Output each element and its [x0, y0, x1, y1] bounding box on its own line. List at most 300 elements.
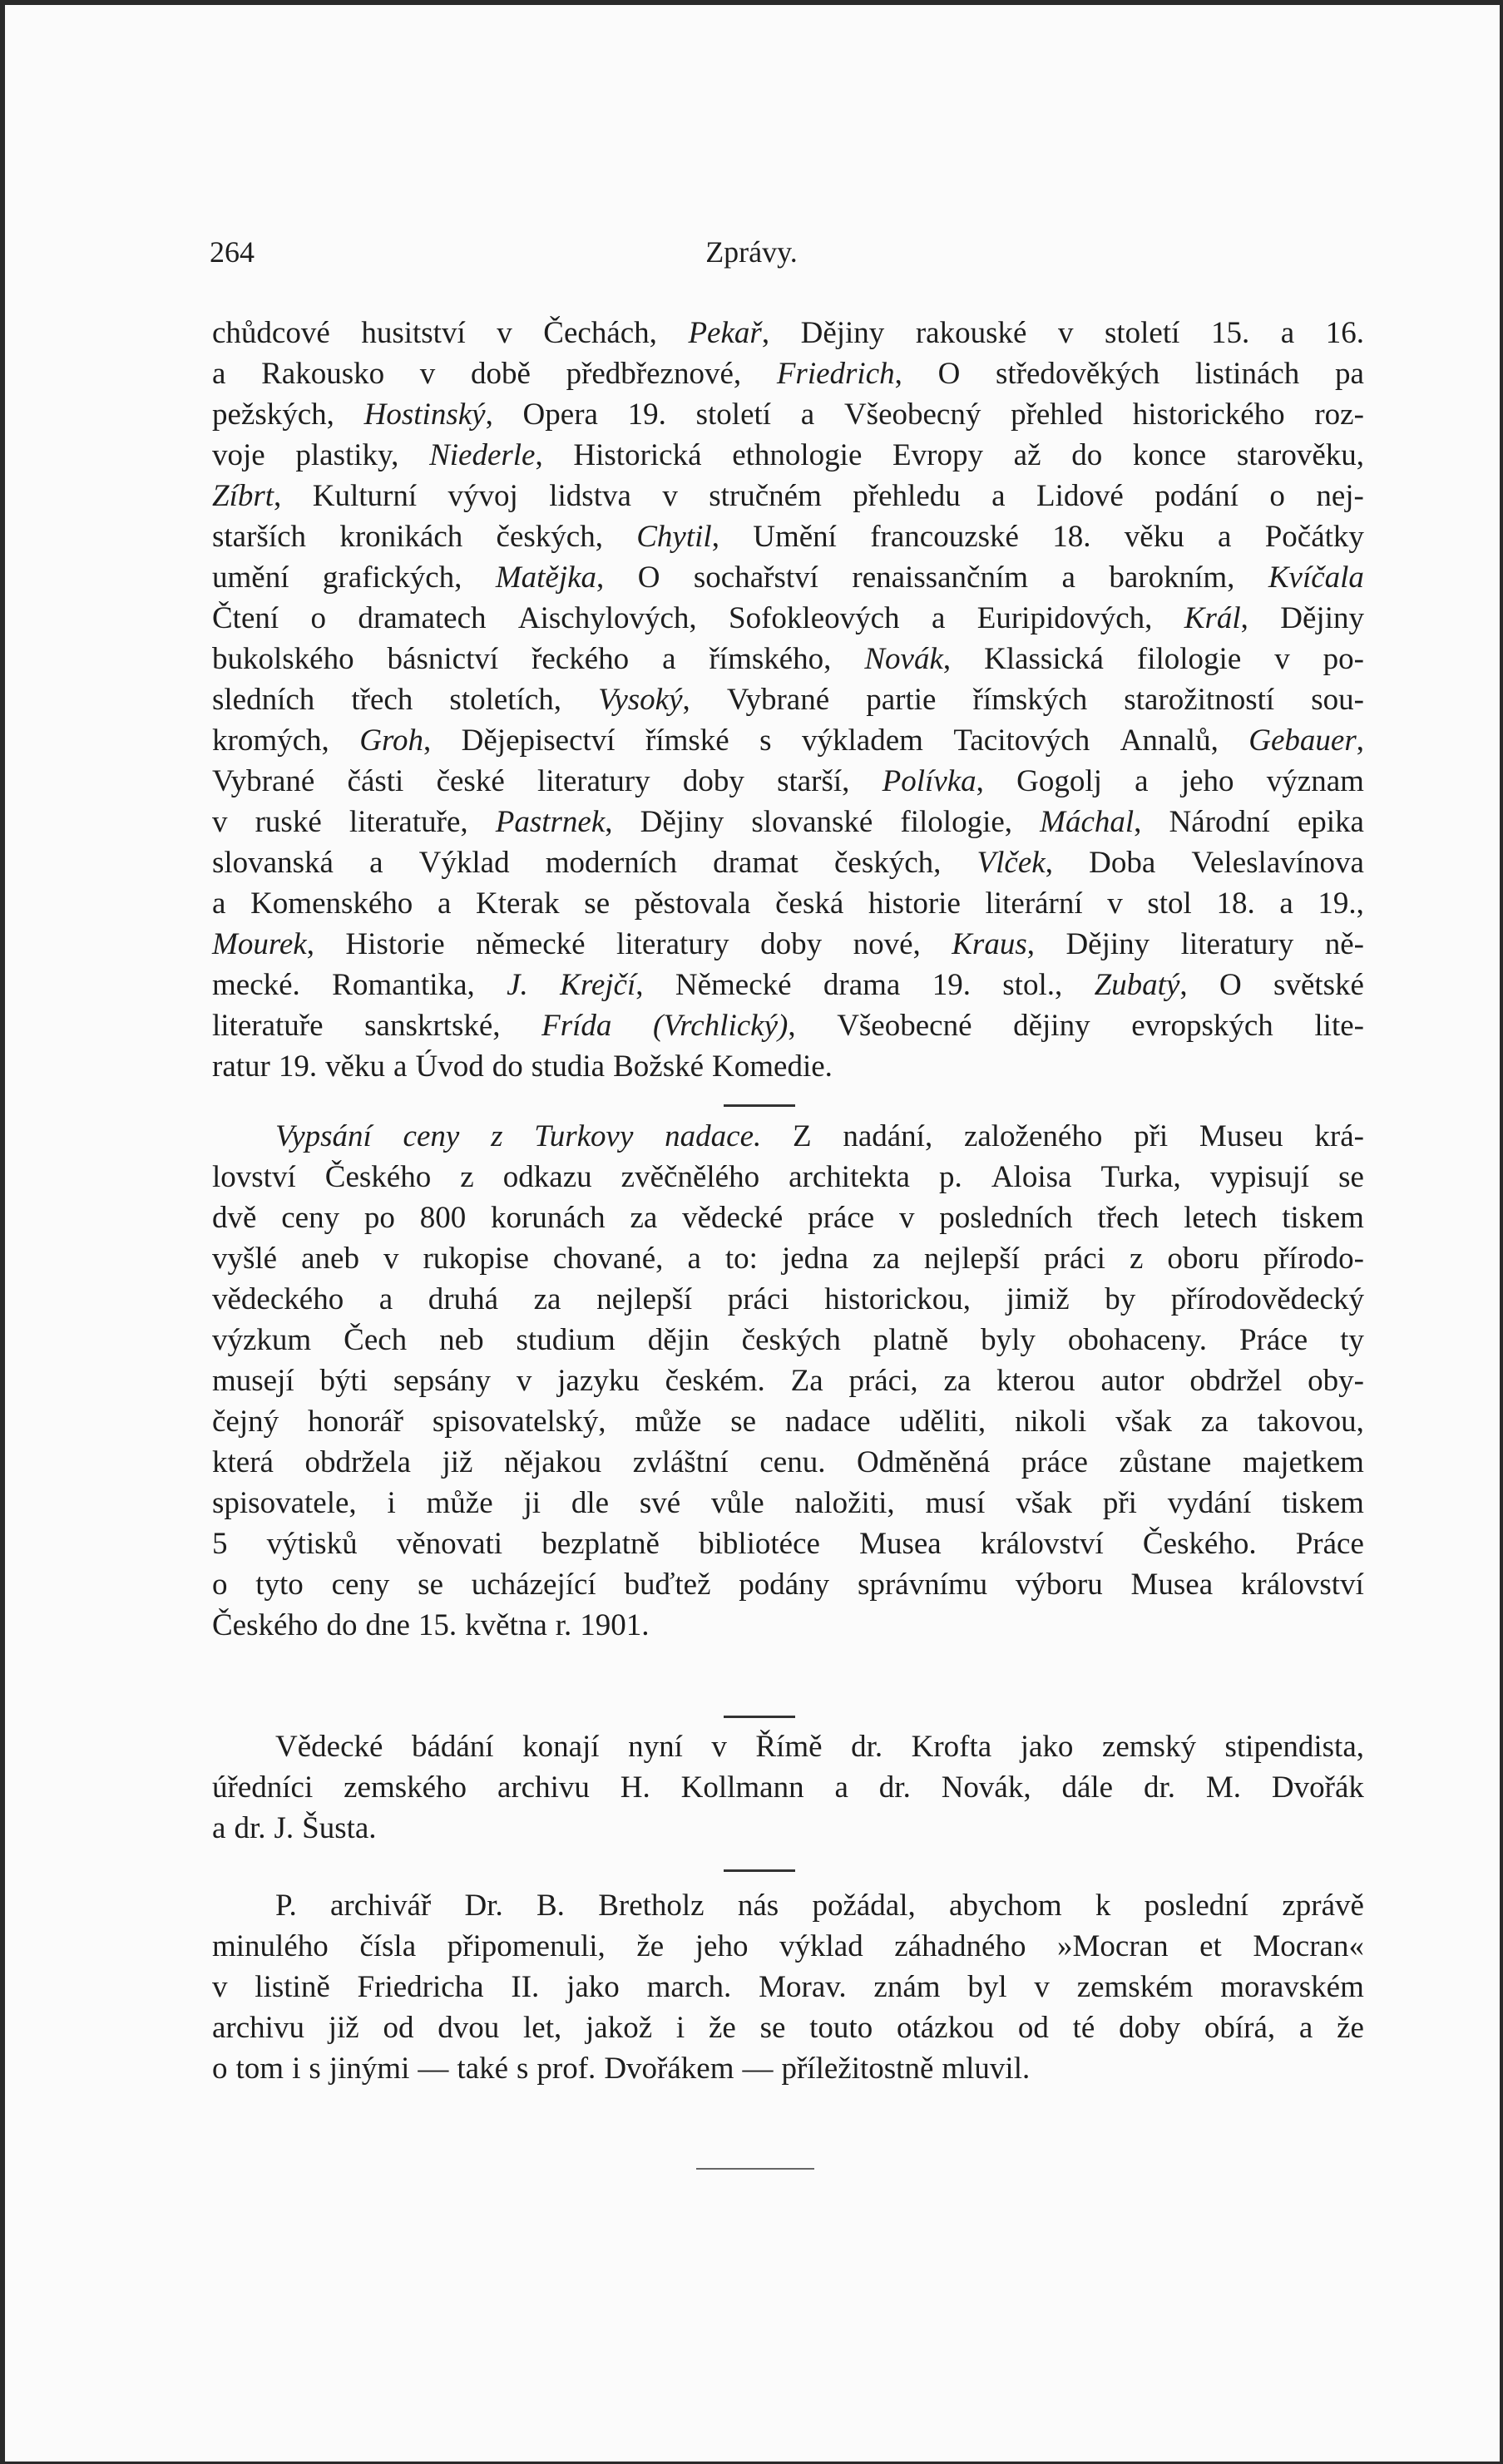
text-word: , [1045, 846, 1053, 880]
text-word: Vybrané [726, 683, 830, 717]
text-word: 5 [212, 1527, 228, 1561]
text-word: království [980, 1527, 1104, 1561]
text-word: dr. [878, 1770, 911, 1805]
text-word: plastiky, [295, 438, 399, 472]
text-word: české [436, 764, 505, 798]
text-word: jako [566, 1970, 620, 2004]
text-line [212, 1808, 1364, 1849]
text-word: práci [727, 1282, 789, 1316]
text-word: 800 [419, 1201, 467, 1235]
text-word: Umění [753, 520, 837, 554]
text-word: rukopise [423, 1242, 529, 1276]
text-word: v [662, 479, 678, 513]
text-word: 18. [1052, 520, 1091, 554]
text-word: Božské [613, 1049, 705, 1084]
text-word: , [894, 357, 902, 391]
text-line [212, 353, 1364, 394]
text-word: takovou, [1257, 1405, 1364, 1439]
text-word [560, 965, 643, 1005]
text-word: dějin [647, 1323, 709, 1357]
text-word: přehled [1011, 397, 1104, 432]
text-word: obdržela [304, 1445, 411, 1479]
text-word: literatury [1180, 927, 1294, 961]
text-line [212, 639, 1364, 679]
text-word: , [635, 968, 644, 1002]
text-word: otázkou [896, 2011, 995, 2045]
text-word: výboru [1015, 1568, 1103, 1602]
text-word: ji [523, 1486, 541, 1520]
text-word: podání [1154, 479, 1238, 513]
text-word: o [1269, 479, 1285, 513]
text-word: Všeobecné [837, 1009, 972, 1043]
text-word: tiskem [1282, 1201, 1364, 1235]
text-word: také [457, 2052, 508, 2086]
text-word: Šusta. [302, 1811, 377, 1845]
text-word: ruské [255, 805, 322, 839]
text-line [212, 1442, 1364, 1483]
italic-author-name: Friedrich [776, 357, 895, 391]
running-title: Zprávy. [705, 235, 798, 269]
text-word: dne [365, 1608, 410, 1642]
text-word: Českého [212, 1608, 319, 1642]
text-word: chované, [552, 1242, 664, 1276]
text-word [653, 1005, 796, 1046]
text-word: Annalů, [1120, 723, 1219, 758]
text-word: nadání, [843, 1119, 933, 1153]
text-word: a [378, 1282, 393, 1316]
text-word [777, 353, 902, 394]
text-word: oby- [1308, 1364, 1364, 1398]
text-word: založeného [963, 1119, 1103, 1153]
text-word: nejlepší [596, 1282, 693, 1316]
text-line [212, 1401, 1364, 1442]
text-word: význam [1266, 764, 1364, 798]
text-word: prof. [536, 2052, 596, 2086]
text-word: nové, [853, 927, 921, 961]
text-word: však [1115, 1405, 1172, 1439]
text-word: tyto [255, 1568, 304, 1602]
text-word: Dějiny [800, 316, 885, 350]
text-word: znám [873, 1970, 941, 2004]
text-word: slovanské [751, 805, 873, 839]
text-word: to: [724, 1242, 758, 1276]
text-word: nyní [628, 1730, 683, 1764]
italic-author-name: Pastrnek [495, 805, 606, 839]
text-word: za [533, 1282, 561, 1316]
text-word: z [460, 1160, 474, 1194]
text-word: jazyku [557, 1364, 640, 1398]
text-word: Komedie. [712, 1049, 833, 1084]
text-word: Všeobecný [843, 397, 981, 432]
text-word: německé [476, 927, 586, 961]
text-word: Aloisa [991, 1160, 1072, 1194]
text-word: třech [1097, 1201, 1159, 1235]
text-word: Bretholz [598, 1889, 705, 1923]
text-word: čejný [212, 1405, 279, 1439]
text-word: ceny [331, 1568, 390, 1602]
text-line [212, 802, 1364, 842]
text-word: , [1179, 968, 1188, 1002]
text-word: r. [555, 1608, 572, 1642]
text-word: výklad [779, 1929, 863, 1963]
text-word: vyšlé [212, 1242, 278, 1276]
text-word: kronikách [339, 520, 463, 554]
italic-author-name: Chytil [636, 520, 712, 554]
text-word: a [991, 479, 1006, 513]
text-word: k [1095, 1889, 1111, 1923]
text-word: stručném [709, 479, 822, 513]
text-word [1095, 965, 1188, 1005]
text-line [212, 761, 1364, 802]
text-line [212, 1885, 1364, 1926]
text-word: sou- [1311, 683, 1364, 717]
text-word: nadace [784, 1405, 871, 1439]
text-word: zemský [1101, 1730, 1196, 1764]
text-word: při [1102, 1486, 1137, 1520]
text-word: listinách [1194, 357, 1300, 391]
text-word [1184, 598, 1248, 639]
text-word: husitství [361, 316, 466, 350]
text-word: , [942, 642, 952, 676]
italic-author-name: Pekař [688, 316, 762, 350]
text-word: Historie [345, 927, 445, 961]
text-word: bezplatně [541, 1527, 660, 1561]
text-word: moderních [545, 846, 677, 880]
text-word: nás [737, 1889, 779, 1923]
text-word: pa [1334, 357, 1364, 391]
text-word: a [212, 1811, 226, 1845]
text-word: Musea [1130, 1568, 1214, 1602]
text-word: z [1129, 1242, 1144, 1276]
text-word: filologie [1136, 642, 1242, 676]
text-word: et [1199, 1929, 1222, 1963]
text-word: mluvil. [942, 2052, 1031, 2086]
text-word: studia [531, 1049, 606, 1084]
text-word: posledních [939, 1201, 1073, 1235]
text-word: římských [972, 683, 1088, 717]
text-word: byly [981, 1323, 1036, 1357]
text-line [212, 476, 1364, 516]
text-word: v [419, 357, 436, 391]
text-word: května [465, 1608, 547, 1642]
text-word: sledních [212, 683, 315, 717]
text-word: středověkých [995, 357, 1160, 391]
italic-author-name: Krejčí [560, 968, 636, 1002]
text-word: jedna [781, 1242, 849, 1276]
text-word: , [423, 723, 432, 758]
text-word: historie [868, 886, 961, 921]
text-word: ty [1340, 1323, 1364, 1357]
text-word: od [383, 2011, 414, 2045]
text-word: aneb [301, 1242, 359, 1276]
text-word: Výklad [418, 846, 510, 880]
text-word: francouzské [870, 520, 1019, 554]
text-word: II. [511, 1970, 540, 2004]
end-rule [696, 2168, 814, 2170]
italic-author-name: Vypsání [275, 1119, 372, 1153]
text-word: připomenuli, [447, 1929, 606, 1963]
text-word: jinými [329, 2052, 410, 2086]
text-word: přírodo- [1263, 1242, 1364, 1276]
text-word: starší, [777, 764, 850, 798]
text-line [212, 1238, 1364, 1279]
text-line [212, 842, 1364, 883]
text-word: Počátky [1264, 520, 1364, 554]
text-line [212, 1360, 1364, 1401]
text-word: dr. [1143, 1770, 1176, 1805]
text-word: Tacitových [953, 723, 1090, 758]
paragraph-book-list [212, 313, 1364, 1087]
text-word: jeho [695, 1929, 749, 1963]
text-word: a [212, 357, 226, 391]
text-word: 18. [1216, 886, 1255, 921]
text-word: Veleslavínova [1191, 846, 1364, 880]
text-word: se [730, 1405, 757, 1439]
paragraph-bretholz-note [212, 1885, 1364, 2089]
text-word: své [639, 1486, 681, 1520]
text-word: mecké. [212, 968, 300, 1002]
text-word: v [899, 1201, 915, 1235]
text-line [212, 1523, 1364, 1564]
text-word: přírodovědecký [1170, 1282, 1364, 1316]
text-line [212, 965, 1364, 1005]
text-word: tom [235, 2052, 284, 2086]
text-word: jakož [586, 2011, 653, 2045]
text-word: římské [645, 723, 729, 758]
text-word: byl [967, 1970, 1007, 2004]
text-word: platně [873, 1323, 949, 1357]
text-word: že [636, 1929, 665, 1963]
text-word: J. [274, 1811, 294, 1845]
text-word: království [1240, 1568, 1364, 1602]
text-word [864, 639, 951, 679]
text-word: Českého [324, 1160, 432, 1194]
text-word: , [485, 397, 493, 432]
text-word: vědeckého [212, 1282, 344, 1316]
italic-author-name: Gebauer [1248, 723, 1357, 758]
text-word: literatury [536, 764, 650, 798]
text-word: a [687, 1242, 701, 1276]
text-word: historickou, [824, 1282, 971, 1316]
text-word: literatuře [212, 1009, 324, 1043]
text-word: v [212, 1970, 228, 2004]
text-word: konce [1132, 438, 1207, 472]
text-word: českém. [665, 1364, 765, 1398]
text-word: Historická [573, 438, 702, 472]
text-word: buďtež [624, 1568, 711, 1602]
italic-author-name: Kvíčala [1268, 560, 1364, 595]
text-word: dr. [234, 1811, 266, 1845]
text-word: však [1016, 1486, 1073, 1520]
text-word: ethnologie [732, 438, 863, 472]
text-word: epika [1297, 805, 1364, 839]
text-word: umění [212, 560, 289, 595]
text-word: bádání [411, 1730, 494, 1764]
text-word: Mocran« [1253, 1929, 1364, 1963]
text-word: zůstane [1119, 1445, 1212, 1479]
text-word: i [387, 1486, 396, 1520]
text-word: zvláštní [632, 1445, 729, 1479]
text-word: drama [823, 968, 901, 1002]
text-word: českých, [833, 846, 942, 880]
text-word: předbřeznové, [566, 357, 742, 391]
text-word: v [516, 1364, 532, 1398]
text-word: architekta [789, 1160, 910, 1194]
text-word [688, 313, 769, 353]
text-word: do [326, 1608, 358, 1642]
text-word: 16. [1325, 316, 1364, 350]
text-line [212, 1320, 1364, 1360]
text-word: sepsány [393, 1364, 492, 1398]
text-word: B. [536, 1889, 565, 1923]
text-word: záhadného [894, 1929, 1026, 1963]
paragraph-turek-prize [212, 1116, 1364, 1646]
text-word: Museu [1199, 1119, 1283, 1153]
text-word [364, 394, 493, 435]
text-line [212, 679, 1364, 720]
text-word: a [437, 886, 452, 921]
text-word: p. [939, 1160, 962, 1194]
text-word: Klassická [984, 642, 1104, 676]
text-word: doby [760, 927, 823, 961]
text-word: a [662, 642, 676, 676]
text-word: a [393, 1049, 408, 1084]
text-word: Opera [522, 397, 598, 432]
text-word: v [383, 1242, 399, 1276]
text-word: v [1274, 642, 1290, 676]
text-word: archivu [497, 1770, 590, 1805]
text-word: , [976, 764, 984, 798]
paragraph-rome-research [212, 1726, 1364, 1849]
text-word: výkladem [802, 723, 923, 758]
text-word: dějiny [1013, 1009, 1090, 1043]
text-word: grafických, [322, 560, 462, 595]
text-word: archivář [330, 1889, 432, 1923]
text-word: , [596, 560, 605, 595]
text-word: Dějiny [1280, 601, 1364, 635]
text-line [212, 557, 1364, 598]
text-word: dvě [212, 1201, 257, 1235]
text-word: starožitností [1124, 683, 1275, 717]
text-word [212, 476, 281, 516]
text-word: , [274, 479, 282, 513]
text-word: za [943, 1364, 972, 1398]
text-line [212, 435, 1364, 476]
text-word: Friedricha [357, 1970, 484, 2004]
text-word: vypisují [1209, 1160, 1310, 1194]
text-word: při [1134, 1119, 1169, 1153]
text-word: ratur [212, 1049, 270, 1084]
text-word: příležitostně [781, 2052, 934, 2086]
text-word: Za [790, 1364, 823, 1398]
text-word: literatuře, [349, 805, 468, 839]
text-line [212, 1157, 1364, 1197]
text-word: Aischylových, [517, 601, 697, 635]
text-word: H. [620, 1770, 650, 1805]
text-word: slovanská [212, 846, 334, 880]
text-word: stol., [1002, 968, 1063, 1002]
text-word: odkazu [502, 1160, 592, 1194]
text-word: Úvod [415, 1049, 484, 1084]
italic-author-name: Máchal [1040, 805, 1135, 839]
text-word: a [1298, 2011, 1313, 2045]
text-word: Romantika, [332, 968, 475, 1002]
italic-author-name: Hostinský [363, 397, 486, 432]
text-word: býti [319, 1364, 368, 1398]
text-word: česká [775, 886, 844, 921]
text-word: dále [1061, 1770, 1114, 1805]
text-word: Kterak [476, 886, 560, 921]
text-word: let, [523, 2011, 562, 2045]
text-word [1040, 802, 1141, 842]
text-word: podány [739, 1568, 830, 1602]
text-word: M. [1205, 1770, 1242, 1805]
text-word: po- [1323, 642, 1364, 676]
text-word: chůdcové [212, 316, 330, 350]
text-word: a [1217, 520, 1232, 554]
section-divider [724, 1716, 795, 1718]
italic-author-name: Turkovy [534, 1119, 634, 1153]
text-word: o [212, 1568, 228, 1602]
text-word: v [711, 1730, 727, 1764]
text-word: , [1240, 601, 1248, 635]
text-word: nejlepší [923, 1242, 1021, 1276]
text-word: 19. [627, 397, 666, 432]
text-word: za [1200, 1405, 1229, 1439]
text-word: 1901. [580, 1608, 650, 1642]
text-word: světské [1273, 968, 1364, 1002]
text-word: konají [522, 1730, 600, 1764]
text-word: minulého [212, 1929, 329, 1963]
text-word [212, 924, 314, 965]
text-word: obohaceny. [1067, 1323, 1208, 1357]
text-word: Morav. [759, 1970, 847, 2004]
italic-author-name: Král [1184, 601, 1241, 635]
text-word: obírá, [1204, 2011, 1276, 2045]
text-word: musejí [212, 1364, 294, 1398]
page-number: 264 [210, 235, 255, 269]
text-word: práce [808, 1201, 875, 1235]
text-word: moravském [1220, 1970, 1364, 2004]
text-word: ně- [1324, 927, 1364, 961]
text-word: věku [1124, 520, 1184, 554]
text-word: stoletích, [449, 683, 562, 717]
text-word: voje [212, 438, 265, 472]
text-word [1248, 720, 1364, 761]
text-line [212, 2007, 1364, 2048]
text-word: stol [1147, 886, 1192, 921]
text-word: , [535, 438, 543, 472]
text-word: Práce [1238, 1323, 1308, 1357]
text-word: doby [1119, 2011, 1181, 2045]
text-word: bukolského [212, 642, 354, 676]
text-line [212, 1564, 1364, 1605]
text-word: Musea [859, 1527, 942, 1561]
text-line [212, 1926, 1364, 1967]
text-line [212, 883, 1364, 924]
text-word: Vědecké [275, 1730, 383, 1764]
text-word: Dějepisectví [461, 723, 616, 758]
text-line [212, 1767, 1364, 1808]
text-word: »Mocran [1057, 1929, 1169, 1963]
section-divider [724, 1104, 795, 1107]
text-line [212, 1967, 1364, 2007]
text-word: století [695, 397, 772, 432]
text-word: Čtení [212, 601, 279, 635]
text-word: práce [1021, 1445, 1088, 1479]
text-word: a [931, 601, 946, 635]
text-word: výzkum [212, 1323, 312, 1357]
